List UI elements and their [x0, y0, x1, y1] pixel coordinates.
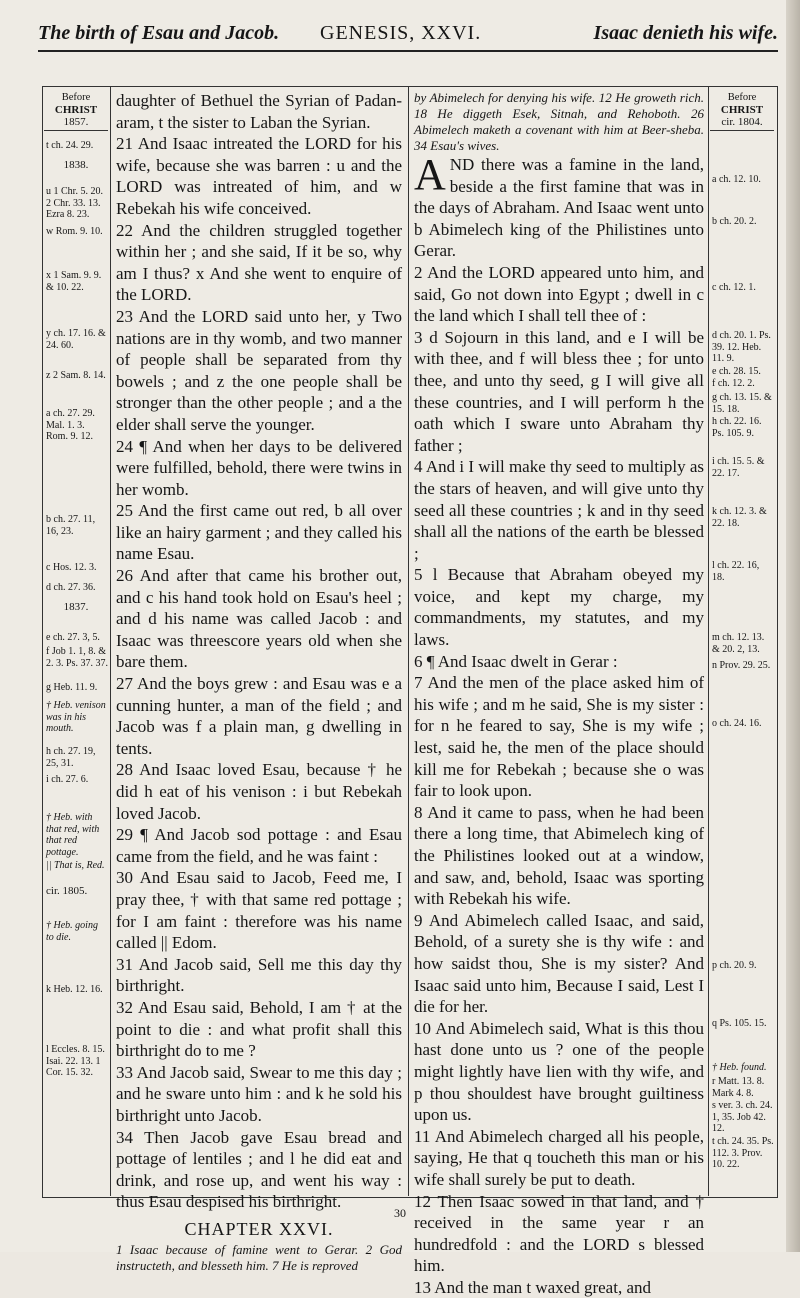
margin-ref: g ch. 13. 15. & 15. 18.: [712, 392, 772, 415]
header-center: GENESIS, XXVI.: [320, 22, 482, 44]
margin-ref: h ch. 22. 16. Ps. 105. 9.: [712, 416, 762, 439]
margin-note: || That is, Red.: [46, 860, 105, 871]
margin-ref: p ch. 20. 9.: [712, 960, 757, 971]
margin-ref: k ch. 12. 3. & 22. 18.: [712, 506, 767, 529]
margin-ref: t ch. 24. 29.: [46, 140, 94, 151]
before-label: Before: [61, 92, 91, 103]
margin-ref: f Job 1. 1, 8. & 2. 3. Ps. 37. 37.: [46, 646, 108, 669]
christ-label: CHRIST: [54, 104, 98, 116]
margin-ref: n Prov. 29. 25.: [712, 660, 771, 671]
before-label: Before: [727, 92, 757, 103]
margin-ref: f ch. 12. 2.: [712, 378, 755, 389]
verse-9: 9 And Abimelech called Isaac, and said, Behold, of a surety she is thy wife : and how saidst thou, She is my sister? And Isaac said unto him, Because I said, Lest I die for her.: [414, 910, 704, 1017]
margin-ref: e ch. 27. 3, 5.: [46, 632, 100, 643]
verse-29: 29 ¶ And Jacob sod pottage : and Esau came from the field, and he was faint :: [116, 825, 402, 866]
margin-note: † Heb. venison was in his mouth.: [46, 700, 106, 734]
margin-ref: i ch. 15. 5. & 22. 17.: [712, 456, 765, 479]
margin-ref: b ch. 27. 11, 16, 23.: [46, 514, 96, 537]
margin-ref: c ch. 12. 1.: [712, 282, 756, 293]
margin-ref: o ch. 24. 16.: [712, 718, 762, 729]
verse-33: 33 And Jacob said, Swear to me this day ; and he sware unto him : and k he sold his birthright unto Jacob.: [116, 1062, 402, 1125]
verse-7: 7 And the men of the place asked him of his wife ; and m he said, She is my sister : for n he feared to say, She is my wife ; lest, said he, the men of the place should kill me for Rebekah ; because she o was fair to look upon.: [414, 673, 704, 801]
margin-year: 1838.: [63, 159, 89, 171]
verse-21: 21 And Isaac intreated the LORD for his wife, because she was barren : u and the LORD was intreated of him, and w Rebekah his wife conceived.: [116, 134, 402, 218]
verse-28: 28 And Isaac loved Esau, because † he did h eat of his venison : i but Rebekah loved Jacob.: [116, 760, 402, 823]
margin-ref: s ver. 3. ch. 24. 1, 35. Job 42. 12.: [712, 1100, 773, 1134]
margin-ref: r Matt. 13. 8. Mark 4. 8.: [712, 1076, 765, 1099]
margin-note: † Heb. found.: [712, 1062, 767, 1073]
rule-left: [110, 86, 111, 1196]
margin-circa: cir. 1805.: [46, 885, 88, 897]
verse-6: 6 ¶ And Isaac dwelt in Gerar :: [414, 651, 618, 671]
margin-ref: g Heb. 11. 9.: [46, 682, 98, 693]
chapter-summary-cont: by Abimelech for denying his wife. 12 He groweth rich. 18 He diggeth Esek, Sitnah, and Rehoboth. 26 Abimelech maketh a covenant with him at Beer-sheba. 34 Esau's wives.: [414, 90, 704, 153]
verse-26: 26 And after that came his brother out, and c his hand took hold on Esau's heel ; and d his name was called Jacob : and Isaac was threescore years old when she bare them.: [116, 566, 402, 672]
margin-ref: u 1 Chr. 5. 20. 2 Chr. 33. 13. Ezra 8. 23.: [46, 186, 103, 220]
header-left: The birth of Esau and Jacob.: [38, 22, 280, 44]
right-margin: [710, 92, 774, 131]
verse-1-text: ND there was a famine in the land, beside a the first famine that was in the days of Abraham. And Isaac went unto b Abimelech king of the Philistines unto Gerar.: [414, 155, 704, 261]
verse-2: 2 And the LORD appeared unto him, and said, Go not down into Egypt ; dwell in c the land which I shall tell thee of :: [414, 262, 704, 326]
verse-27: 27 And the boys grew : and Esau was e a cunning hunter, a man of the field ; and Jacob was f a plain man, g dwelling in tents.: [116, 674, 402, 758]
page-number: 30: [394, 1206, 406, 1220]
verse-24: 24 ¶ And when her days to be delivered were fulfilled, behold, there were twins in her womb.: [116, 436, 402, 499]
year-label: 1857.: [44, 116, 108, 131]
verse-30: 30 And Esau said to Jacob, Feed me, I pray thee, † with that same red pottage ; for I am faint : therefore was his name called || Edom.: [116, 868, 402, 953]
chapter-summary: 1 Isaac because of famine went to Gerar. 2 God instructeth, and blesseth him. 7 He is reproved: [116, 1242, 402, 1274]
verse-25: 25 And the first came out red, b all over like an hairy garment ; and they called his name Esau.: [116, 501, 402, 564]
running-header: [38, 18, 778, 52]
verse-11: 11 And Abimelech charged all his people, saying, He that q toucheth this man or his wife shall surely be put to death.: [414, 1126, 704, 1189]
margin-ref: b ch. 20. 2.: [712, 216, 757, 227]
text-column-left: [116, 90, 402, 1274]
rule-center: [408, 86, 409, 1196]
verse-34: 34 Then Jacob gave Esau bread and pottage of lentiles ; and l he did eat and drink, and rose up, and went his way : thus Esau despised his birthright.: [116, 1127, 402, 1212]
left-margin: [44, 92, 108, 131]
margin-ref: l ch. 22. 16, 18.: [712, 560, 760, 583]
verse-32: 32 And Esau said, Behold, I am † at the point to die : and what profit shall this birthright do to me ?: [116, 997, 402, 1061]
christ-label: CHRIST: [720, 104, 764, 116]
margin-ref: d ch. 27. 36.: [46, 582, 96, 593]
verse-text: daughter of Bethuel the Syrian of Padan-aram, t the sister to Laban the Syrian.: [116, 91, 402, 132]
circa-label: cir. 1804.: [710, 116, 774, 131]
margin-ref: q Ps. 105. 15.: [712, 1018, 767, 1029]
margin-ref: w Rom. 9. 10.: [46, 226, 103, 237]
verse-3: 3 d Sojourn in this land, and e I will be with thee, and f will bless thee ; for unto thee, and unto thy seed, g I will give all these countries, and I will perform h the oath which I sware unto Abraham thy father ;: [414, 327, 704, 455]
margin-ref: e ch. 28. 15.: [712, 366, 761, 377]
margin-ref: i ch. 27. 6.: [46, 774, 89, 785]
margin-ref: l Eccles. 8. 15. Isai. 22. 13. 1 Cor. 15. 32.: [46, 1044, 105, 1078]
margin-ref: x 1 Sam. 9. 9. & 10. 22.: [46, 270, 102, 293]
verse-31: 31 And Jacob said, Sell me this day thy birthright.: [116, 954, 402, 996]
margin-year: 1837.: [63, 601, 89, 613]
verse-4: 4 And i I will make thy seed to multiply as the stars of heaven, and will give unto thy seed all these countries ; k and in thy seed shall all the nations of the earth be blessed ;: [414, 457, 704, 563]
verse-5: 5 l Because that Abraham obeyed my voice, and kept my charge, my commandments, my statutes, and my laws.: [414, 565, 704, 650]
margin-ref: c Hos. 12. 3.: [46, 562, 97, 573]
margin-ref: a ch. 12. 10.: [712, 174, 761, 185]
verse-8: 8 And it came to pass, when he had been there a long time, that Abimelech king of the Philistines looked out at a window, and saw, and, behold, Isaac was sporting with Rebekah his wife.: [414, 802, 704, 909]
drop-cap: A: [414, 150, 446, 199]
margin-ref: t ch. 24. 35. Ps. 112. 3. Prov. 10. 22.: [712, 1136, 774, 1170]
margin-ref: d ch. 20. 1. Ps. 39. 12. Heb. 11. 9.: [712, 330, 771, 364]
margin-ref: z 2 Sam. 8. 14.: [46, 370, 106, 381]
margin-ref: m ch. 12. 13. & 20. 2, 13.: [712, 632, 765, 655]
margin-ref: a ch. 27. 29. Mal. 1. 3. Rom. 9. 12.: [46, 408, 95, 442]
verse-1: [414, 150, 704, 262]
header-right: Isaac denieth his wife.: [593, 22, 778, 44]
verse-12: 12 Then Isaac sowed in that land, and † received in the same year r an hundredfold : and the LORD s blessed him.: [414, 1191, 704, 1276]
rule-right: [708, 86, 709, 1196]
verse-13: 13 And the man t waxed great, and: [414, 1277, 651, 1297]
page-edge-shadow: [786, 0, 800, 1252]
margin-ref: k Heb. 12. 16.: [46, 984, 103, 995]
text-column-right: [414, 90, 704, 1298]
margin-note: † Heb. with that red, with that red pottage.: [46, 812, 100, 858]
margin-note: † Heb. going to die.: [46, 920, 98, 943]
margin-ref: y ch. 17. 16. & 24. 60.: [46, 328, 106, 351]
margin-ref: h ch. 27. 19, 25, 31.: [46, 746, 96, 769]
verse-23: 23 And the LORD said unto her, y Two nations are in thy womb, and two manner of people shall be separated from thy bowels ; and z the one people shall be stronger than the other people ; and a the elder shall serve the younger.: [116, 306, 402, 434]
chapter-heading: CHAPTER XXVI.: [184, 1218, 334, 1239]
verse-10: 10 And Abimelech said, What is this thou hast done unto us ? one of the people might lightly have lien with thy wife, and p thou shouldest have brought guiltiness upon us.: [414, 1018, 704, 1125]
verse-22: 22 And the children struggled together within her ; and she said, If it be so, why am I thus? x And she went to enquire of the LORD.: [116, 220, 402, 305]
